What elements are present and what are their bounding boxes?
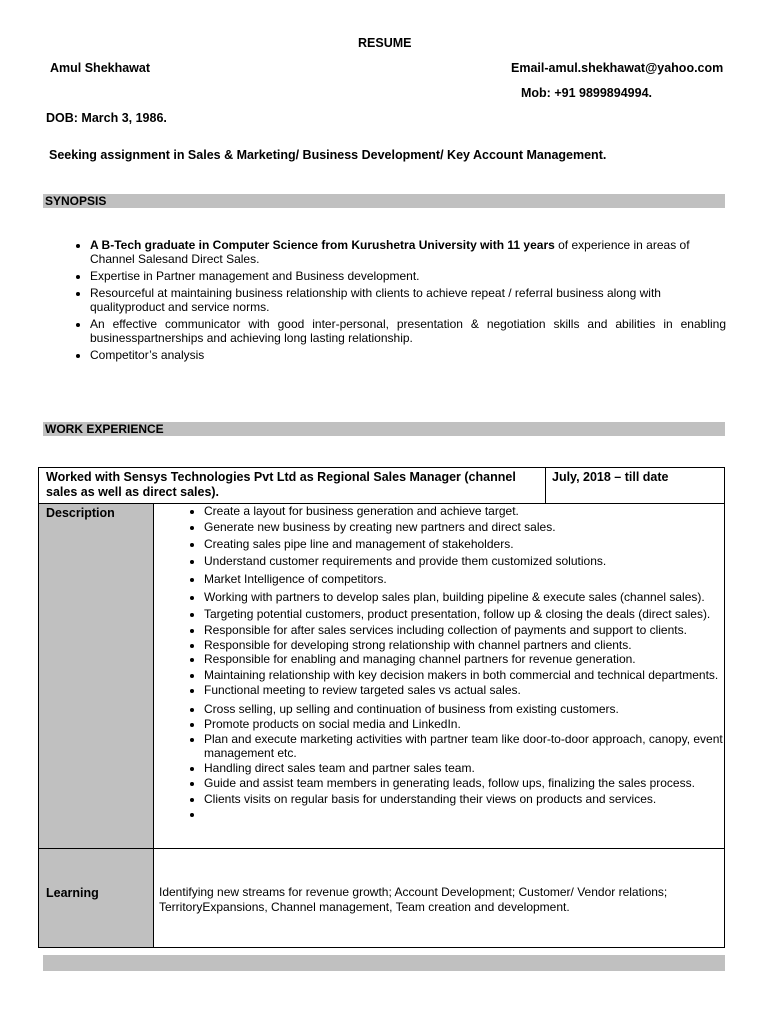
description-item: • Maintaining relationship with key decision makers in both commercial and technical departments. — [204, 668, 749, 682]
job-period: July, 2018 – till date — [552, 470, 669, 484]
description-item: • Responsible for enabling and managing channel partners for revenue generation. — [204, 652, 749, 666]
label-column — [39, 504, 154, 947]
bottom-section-bar — [43, 955, 725, 971]
description-item: • Functional meeting to review targeted sales vs actual sales. — [204, 683, 749, 697]
synopsis-list — [46, 238, 726, 365]
description-item: • Cross selling, up selling and continuation of business from existing customers. — [204, 702, 749, 716]
description-item: • Create a layout for business generation and achieve target. — [204, 504, 749, 518]
synopsis-item: • Competitor’s analysis — [90, 348, 726, 362]
learning-text: Identifying new streams for revenue growth; Account Development; Customer/ Vendor relations; TerritoryExpansions, Channel management, Team creation and development. — [159, 885, 668, 914]
description-item: • Responsible for after sales services including collection of payments and support to clients. — [204, 623, 749, 637]
description-item — [204, 807, 749, 821]
objective: Seeking assignment in Sales & Marketing/ Business Development/ Key Account Management. — [49, 148, 607, 162]
description-label: Description — [46, 506, 115, 520]
description-item: • Plan and execute marketing activities with partner team like door-to-door approach, canopy, event management etc. — [204, 732, 749, 760]
description-item: • Targeting potential customers, product presentation, follow up & closing the deals (direct sales). — [204, 607, 749, 621]
work-heading: WORK EXPERIENCE — [45, 422, 164, 436]
synopsis-item: • Expertise in Partner management and Business development. — [90, 269, 726, 283]
description-item: • Guide and assist team members in generating leads, follow ups, finalizing the sales process. — [204, 776, 749, 790]
synopsis-heading: SYNOPSIS — [45, 194, 107, 208]
description-item: • Working with partners to develop sales plan, building pipeline & execute sales (channel sales). — [204, 590, 749, 604]
synopsis-heading-bar — [43, 194, 725, 208]
experience-header-row — [39, 468, 724, 504]
description-item: • Handling direct sales team and partner sales team. — [204, 761, 749, 775]
mobile: Mob: +91 9899894994. — [521, 86, 652, 100]
email: Email-amul.shekhawat@yahoo.com — [511, 61, 724, 75]
synopsis-highlight: A B-Tech graduate in Computer Science from Kurushetra University with 11 years — [90, 238, 555, 252]
synopsis-item — [90, 238, 726, 266]
description-item: • Creating sales pipe line and management of stakeholders. — [204, 537, 749, 551]
description-list — [182, 504, 749, 821]
description-item: • Responsible for developing strong relationship with channel partners and clients. — [204, 638, 749, 652]
description-item: • Promote products on social media and LinkedIn. — [204, 717, 749, 731]
description-item: • Understand customer requirements and provide them customized solutions. — [204, 554, 749, 568]
date-of-birth: DOB: March 3, 1986. — [46, 111, 167, 125]
synopsis-item: • An effective communicator with good inter-personal, presentation & negotiation skills and abilities in enabling businesspartnerships and achieving long lasting relationship. — [90, 317, 726, 345]
synopsis-item-text: of experience in areas of Channel Salesand Direct Sales. — [90, 238, 690, 266]
candidate-name: Amul Shekhawat — [50, 61, 151, 75]
description-item: • Market Intelligence of competitors. — [204, 572, 749, 586]
job-role: Worked with Sensys Technologies Pvt Ltd as Regional Sales Manager (channel sales as well as direct sales). — [46, 470, 516, 499]
description-item: • Clients visits on regular basis for understanding their views on products and services. — [204, 792, 749, 806]
learning-label: Learning — [46, 886, 99, 900]
work-heading-bar — [43, 422, 725, 436]
description-item: • Generate new business by creating new partners and direct sales. — [204, 520, 749, 534]
column-divider — [545, 468, 546, 503]
experience-table — [38, 467, 725, 948]
synopsis-item: • Resourceful at maintaining business relationship with clients to achieve repeat / referral business along with qualityproduct and service norms. — [90, 286, 726, 314]
row-divider — [39, 848, 724, 849]
document-title: RESUME — [358, 36, 412, 50]
